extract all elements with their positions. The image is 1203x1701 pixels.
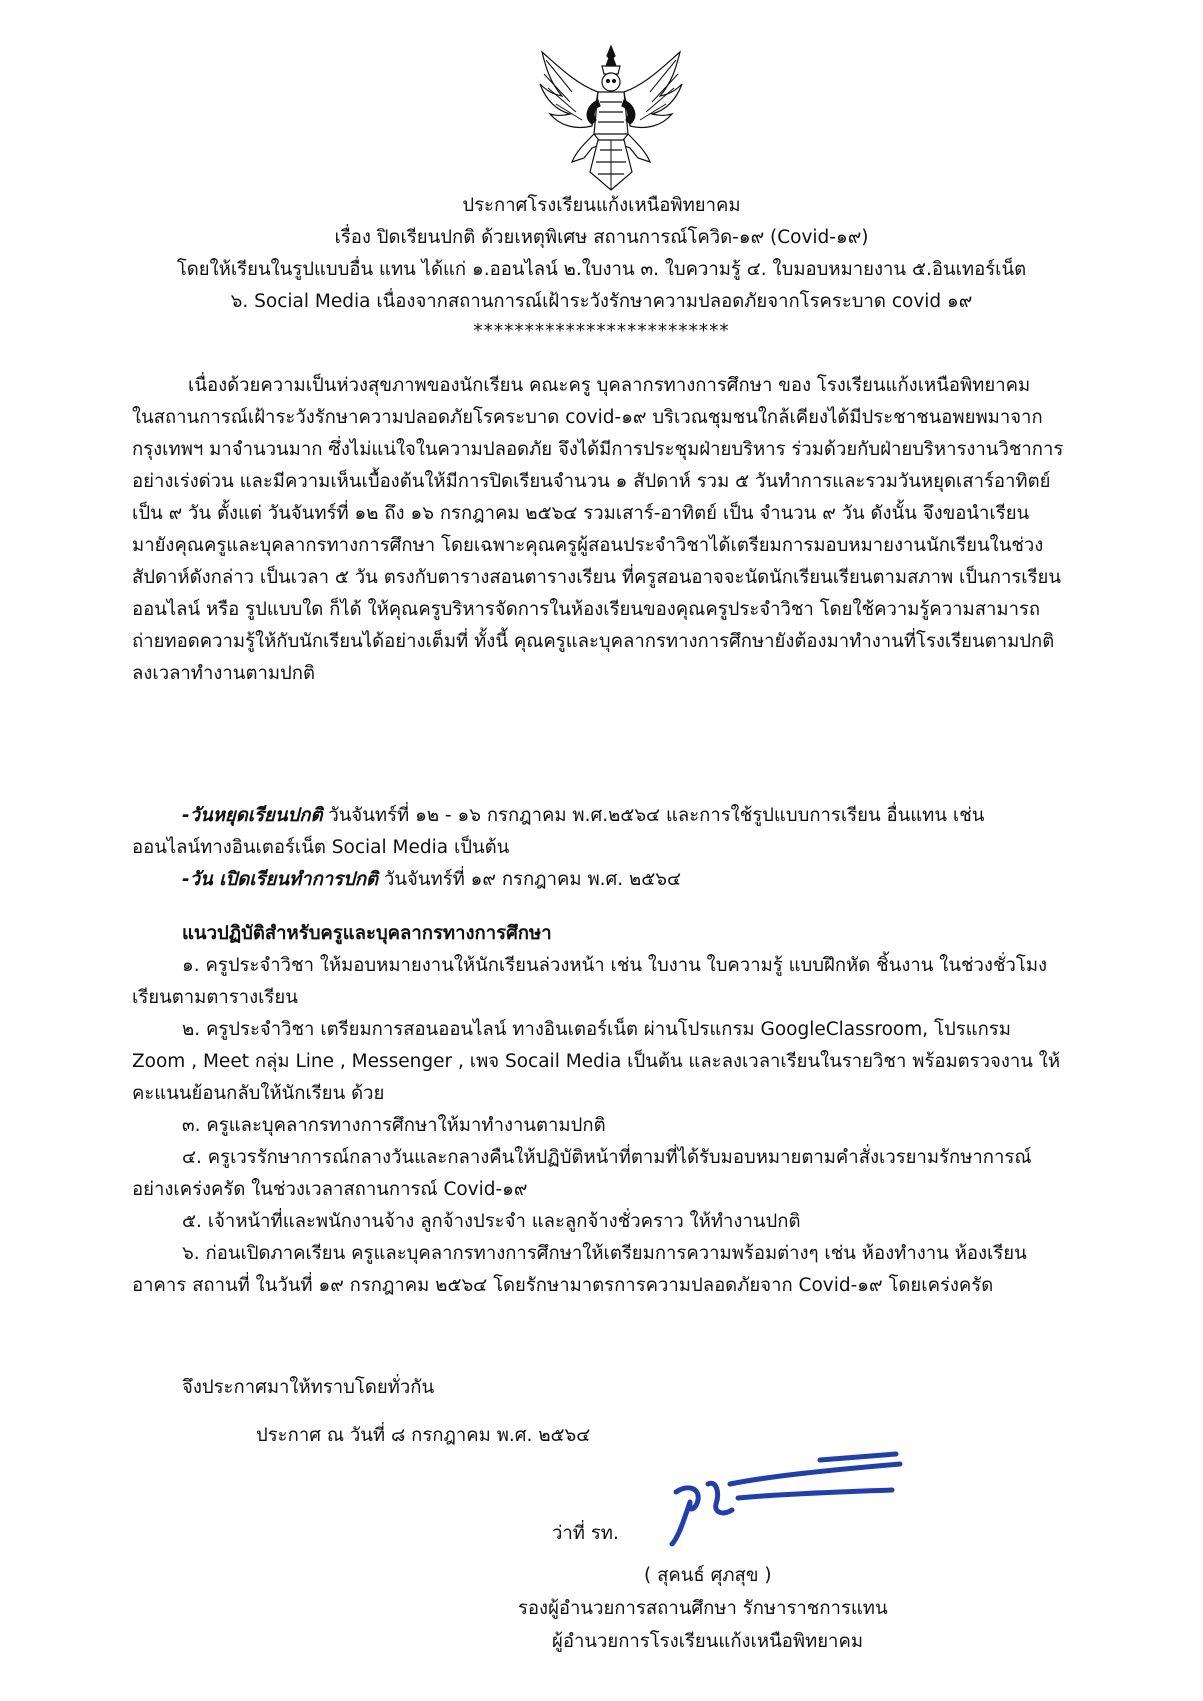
guideline-item-cont: คะแนนย้อนกลับให้นักเรียน ด้วย <box>132 1083 385 1104</box>
signer-rank: ว่าที่ รท. <box>552 1523 619 1544</box>
main-paragraph <box>132 370 1122 690</box>
document-subject: เรื่อง ปิดเรียนปกติ ด้วยเหตุพิเศษ สถานการณ์โควิด-๑๙ (Covid-๑๙) <box>334 227 869 248</box>
guideline-item: ๑. ครูประจำวิชา ให้มอบหมายงานให้นักเรียนล่วงหน้า เช่น ใบงาน ใบความรู้ แบบฝึกหัด ชิ้นงาน ในช่วงชั่วโมง <box>182 955 1048 976</box>
guideline-item: ๔. ครูเวรรักษาการณ์กลางวันและกลางคืนให้ปฏิบัติหน้าที่ตามที่ได้รับมอบหมายตามคำสั่งเวรยามรักษาการณ์ <box>182 1147 1032 1168</box>
paragraph-line: ถ่ายทอดความรู้ให้กับนักเรียนได้อย่างเต็มที่ ทั้งนี้ คุณครูและบุคลากรทางการศึกษายังต้องมาทำงานที่โรงเรียนตามปกติ <box>132 631 1055 652</box>
reopen-line <box>132 864 1122 896</box>
separator-stars: ************************* <box>473 321 730 342</box>
document-title: ประกาศโรงเรียนแก้งเหนือพิทยาคม <box>462 195 741 216</box>
paragraph-line: เป็น ๙ วัน ตั้งแต่ วันจันทร์ที่ ๑๒ ถึง ๑๖ กรกฎาคม ๒๕๖๔ รวมเสาร์-อาทิตย์ เป็น จำนวน ๙ วัน ดังนั้น จึงขอนำเรียน <box>132 503 1030 524</box>
guideline-item-cont: อาคาร สถานที่ ในวันที่ ๑๙ กรกฎาคม ๒๕๖๔ โดยรักษามาตรการความปลอดภัยจาก Covid-๑๙ โดยเคร่งครัด <box>132 1275 994 1296</box>
paragraph-line: เนื่องด้วยความเป็นห่วงสุขภาพของนักเรียน คณะครู บุคลากรทางการศึกษา ของ โรงเรียนแก้งเหนือพิทยาคม <box>188 375 1031 396</box>
guideline-item-cont: เรียนตามตารางเรียน <box>132 987 298 1008</box>
closure-line <box>132 800 1122 832</box>
guideline-item: ๒. ครูประจำวิชา เตรียมการสอนออนไลน์ ทางอินเตอร์เน็ต ผ่านโปรแกรม GoogleClassroom, โปรแกรม <box>182 1019 1011 1040</box>
paragraph-line: ในสถานการณ์เฝ้าระวังรักษาความปลอดภัยโรคระบาด covid-๑๙ บริเวณชุมชนใกล้เคียงได้มีประชาชนอพยพมาจาก <box>132 407 1043 428</box>
garuda-emblem-icon <box>536 44 686 192</box>
closing-statement: จึงประกาศมาให้ทราบโดยทั่วกัน <box>182 1377 435 1398</box>
handwritten-signature <box>660 1440 920 1550</box>
paragraph-line: มายังคุณครูและบุคลากรทางการศึกษา โดยเฉพาะคุณครูผู้สอนประจำวิชาได้เตรียมการมอบหมายงานนักเรียนในช่วง <box>132 535 1044 556</box>
closure-info <box>132 800 1122 896</box>
paragraph-line: สัปดาห์ดังกล่าว เป็นเวลา ๕ วัน ตรงกับตารางสอนตารางเรียน ที่ครูสอนอาจจะนัดนักเรียนเรียนตามสภาพ เป็นการเรียน <box>132 567 1062 588</box>
guideline-item: ๓. ครูและบุคลากรทางการศึกษาให้มาทำงานตามปกติ <box>182 1115 606 1136</box>
closure-label: -วันหยุดเรียนปกติ <box>182 805 323 826</box>
signer-title-2: ผู้อำนวยการโรงเรียนแก้งเหนือพิทยาคม <box>552 1631 864 1652</box>
closing-text <box>132 1372 1122 1404</box>
guideline-heading: แนวปฏิบัติสำหรับครูและบุคลากรทางการศึกษา <box>182 923 552 944</box>
guideline-item-cont: Zoom , Meet กลุ่ม Line , Messenger , เพจ Socail Media เป็นต้น และลงเวลาเรียนในรายวิชา พร้อมตรวจงาน ให้ <box>132 1051 1061 1072</box>
closure-text: วันจันทร์ที่ ๑๒ - ๑๖ กรกฎาคม พ.ศ.๒๕๖๔ และการใช้รูปแบบการเรียน อื่นแทน เช่น <box>322 805 985 826</box>
signer-name: ( สุคนธ์ ศุภสุข ) <box>644 1565 772 1586</box>
paragraph-line: ออนไลน์ หรือ รูปแบบใด ก็ได้ ให้คุณครูบริหารจัดการในห้องเรียนของคุณครูประจำวิชา โดยใช้ความรู้ความสามารถ <box>132 599 1041 620</box>
paragraph-line: ลงเวลาทำงานตามปกติ <box>132 663 316 684</box>
reopen-text: วันจันทร์ที่ ๑๙ กรกฎาคม พ.ศ. ๒๕๖๔ <box>378 869 681 890</box>
guidelines-section <box>132 918 1122 1302</box>
signer-title-1: รองผู้อำนวยการสถานศึกษา รักษาราชการแทน <box>518 1598 888 1619</box>
document-subtitle-line1: โดยให้เรียนในรูปแบบอื่น แทน ได้แก่ ๑.ออนไลน์ ๒.ใบงาน ๓. ใบความรู้ ๔. ใบมอบหมายงาน ๕.อินเทอร์เน็ต <box>176 259 1027 280</box>
reopen-label: -วัน เปิดเรียนทำการปกติ <box>182 869 379 890</box>
closure-line-2: ออนไลน์ทางอินเตอร์เน็ต Social Media เป็นต้น <box>132 837 510 858</box>
announcement-date: ประกาศ ณ วันที่ ๘ กรกฎาคม พ.ศ. ๒๕๖๔ <box>256 1425 591 1446</box>
paragraph-line: กรุงเทพฯ มาจำนวนมาก ซึ่งไม่แน่ใจในความปลอดภัย จึงได้มีการประชุมฝ่ายบริหาร ร่วมด้วยกับฝ่ายบริหารงานวิชาการ <box>132 439 1064 460</box>
guideline-item: ๖. ก่อนเปิดภาคเรียน ครูและบุคลากรทางการศึกษาให้เตรียมการความพร้อมต่างๆ เช่น ห้องทำงาน ห้องเรียน <box>182 1243 1027 1264</box>
guideline-item-cont: อย่างเคร่งครัด ในช่วงเวลาสถานการณ์ Covid-๑๙ <box>132 1179 528 1200</box>
paragraph-line: อย่างเร่งด่วน และมีความเห็นเบื้องต้นให้มีการปิดเรียนจำนวน ๑ สัปดาห์ รวม ๕ วันทำการและรวมวันหยุดเสาร์อาทิตย์ <box>132 471 1051 492</box>
guideline-item: ๕. เจ้าหน้าที่และพนักงานจ้าง ลูกจ้างประจำ และลูกจ้างชั่วคราว ให้ทำงานปกติ <box>182 1211 801 1232</box>
document-subtitle-line2: ๖. Social Media เนื่องจากสถานการณ์เฝ้าระวังรักษาความปลอดภัยจากโรคระบาด covid ๑๙ <box>230 291 973 312</box>
